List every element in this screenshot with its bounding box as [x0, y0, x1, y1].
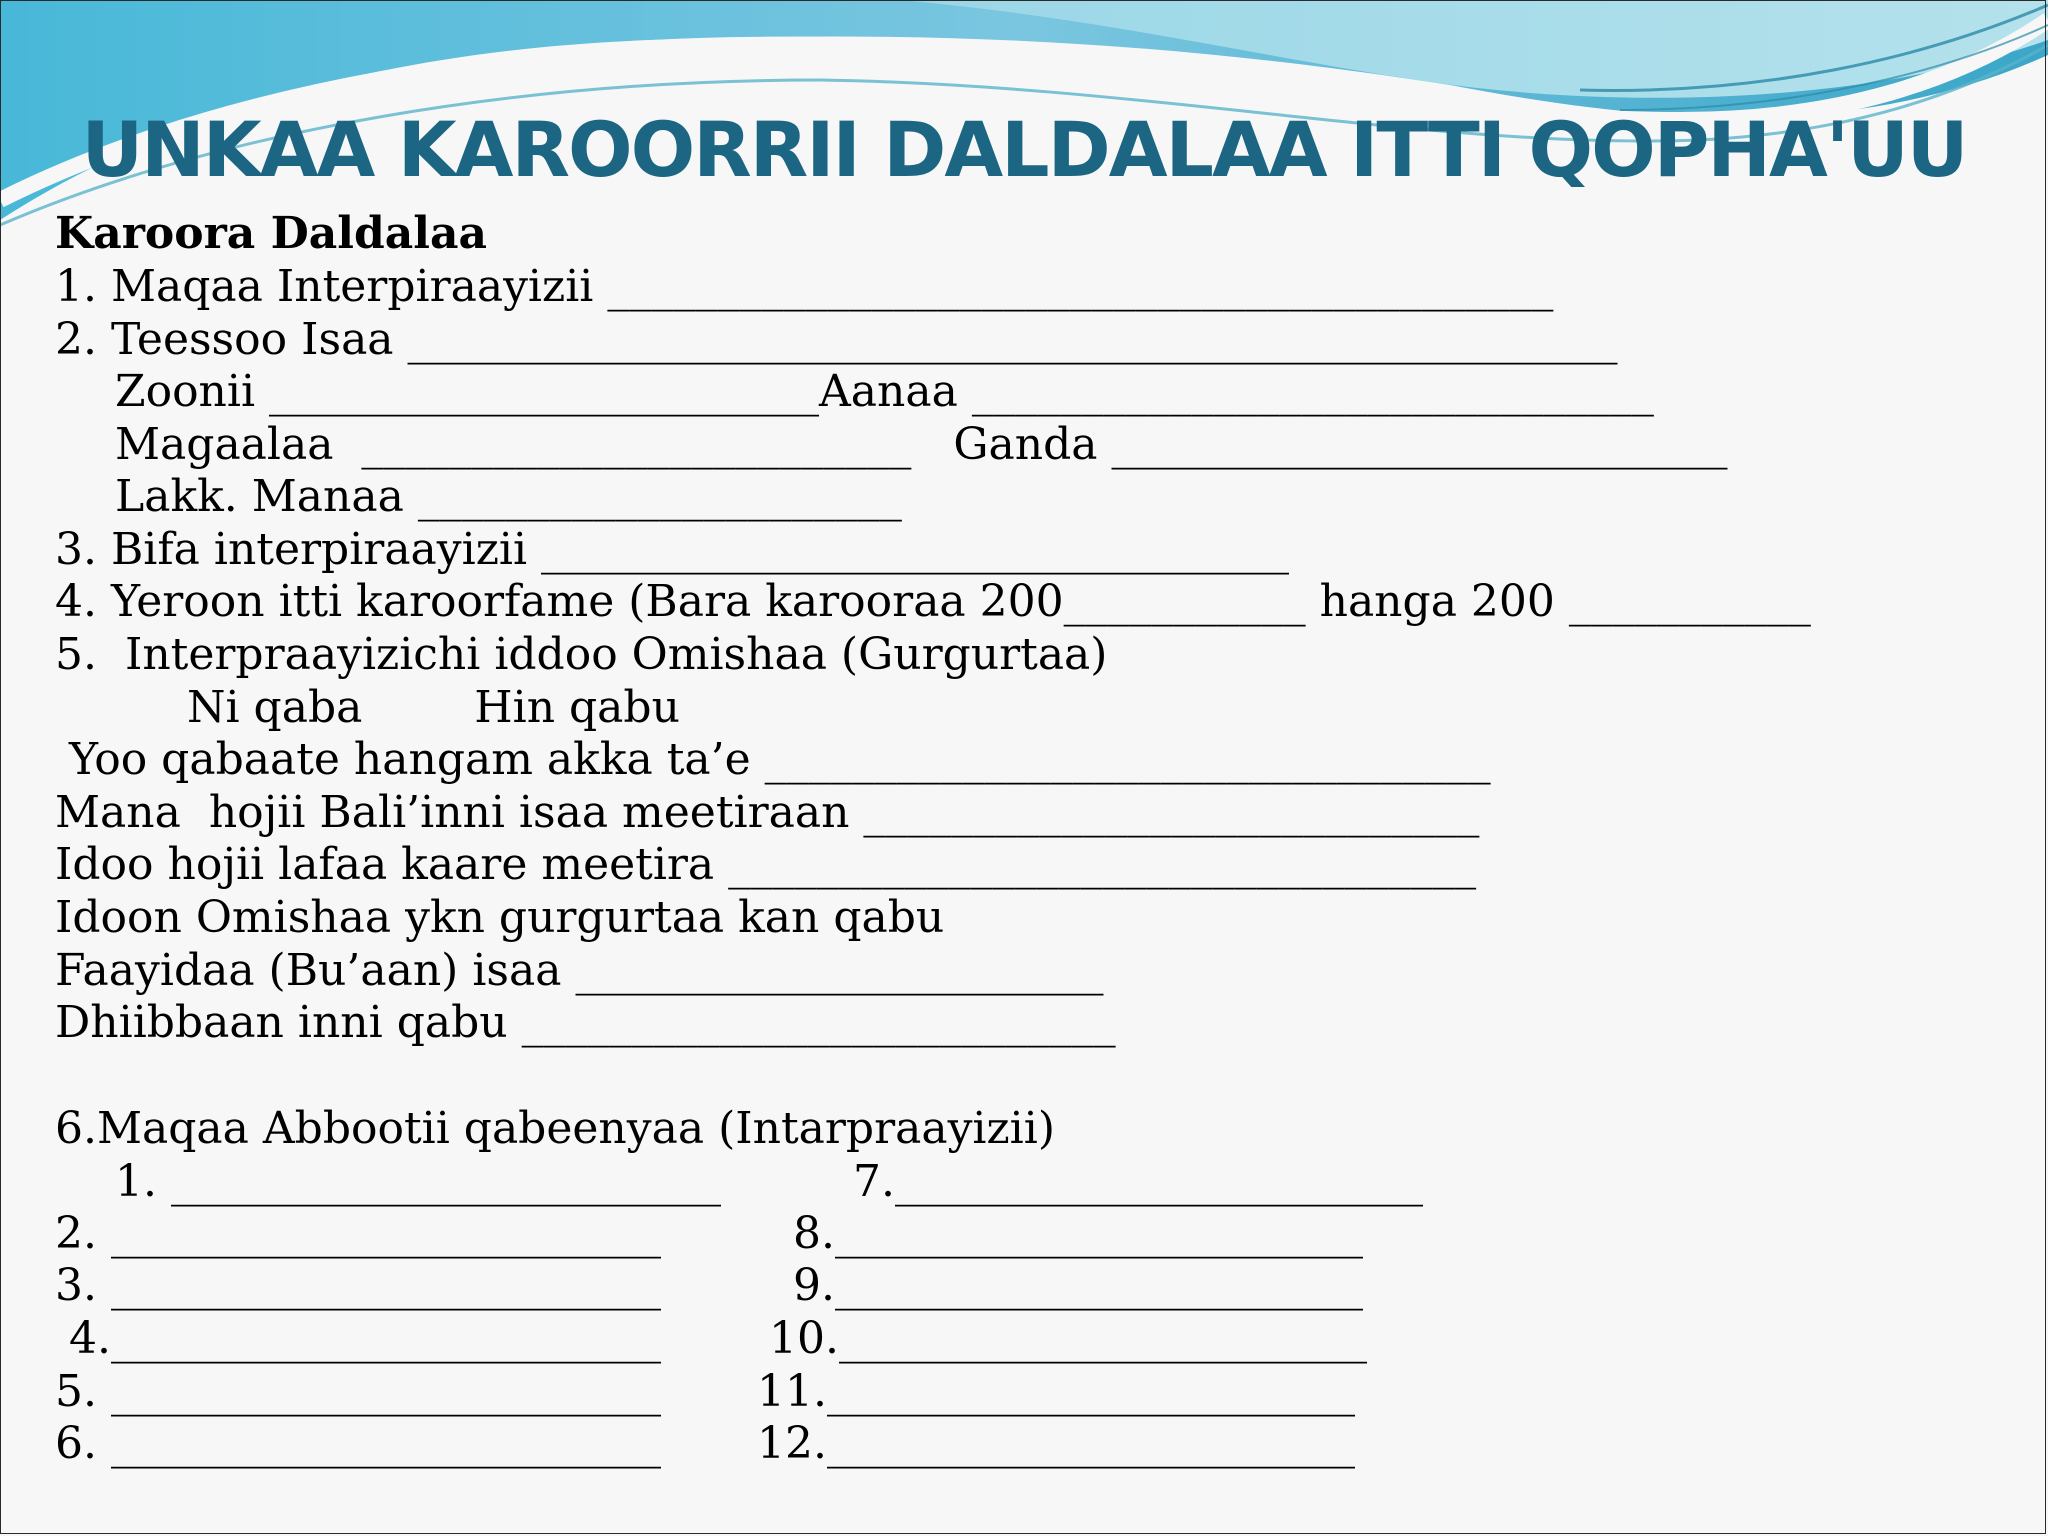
field-town-kebele: Magaalaa _________________________ Ganda ____________________________	[115, 419, 1728, 470]
field-site-size: Yoo qabaate hangam akka ta’e _________________________________	[55, 734, 1491, 785]
owner-line-6: 6. _________________________	[55, 1418, 661, 1469]
field-house-number: Lakk. Manaa ______________________	[115, 471, 902, 522]
field-production-site: 5. Interpraayizichi iddoo Omishaa (Gurgurtaa)	[55, 629, 1108, 680]
field-owners-heading: 6.Maqaa Abbootii qabeenyaa (Intarpraayizii)	[55, 1103, 1055, 1154]
form-heading: Karoora Daldalaa	[55, 208, 488, 259]
field-zone-district: Zoonii _________________________Aanaa _______________________________	[115, 366, 1654, 417]
slide-title: UNKAA KAROORRII DALDALAA ITTI QOPHA'UU	[81, 105, 1967, 194]
field-enterprise-type: 3. Bifa interpiraayizii __________________________________	[55, 524, 1290, 575]
owner-line-5: 5. _________________________	[55, 1366, 661, 1417]
owner-line-1: 1. _________________________	[115, 1156, 721, 1207]
owner-line-2: 2. _________________________	[55, 1208, 661, 1259]
field-address: 2. Teessoo Isaa _______________________________________________________	[55, 314, 1618, 365]
owner-line-9: 9.________________________	[793, 1260, 1363, 1311]
owner-line-4: 4._________________________	[55, 1313, 661, 1364]
owner-line-7: 7.________________________	[853, 1156, 1423, 1207]
owner-line-11: 11.________________________	[757, 1366, 1355, 1417]
field-benefit: Faayidaa (Bu’aan) isaa ________________________	[55, 945, 1104, 996]
production-site-options: Ni qaba Hin qabu	[187, 682, 680, 733]
text-site-note: Idoon Omishaa ykn gurgurtaa kan qabu	[55, 892, 945, 943]
field-land-area: Idoo hojii lafaa kaare meetira __________________________________	[55, 839, 1477, 890]
field-enterprise-name: 1. Maqaa Interpiraayizii ___________________________________________	[55, 261, 1554, 312]
owner-line-3: 3. _________________________	[55, 1260, 661, 1311]
field-plan-period: 4. Yeroon itti karoorfame (Bara karooraa 200___________ hanga 200 ___________	[55, 576, 1811, 627]
owner-line-8: 8.________________________	[793, 1208, 1363, 1259]
field-impact: Dhiibbaan inni qabu ___________________________	[55, 997, 1116, 1048]
owner-line-12: 12.________________________	[757, 1418, 1355, 1469]
field-office-area: Mana hojii Bali’inni isaa meetiraan ____________________________	[55, 787, 1480, 838]
owner-line-10: 10.________________________	[769, 1313, 1367, 1364]
